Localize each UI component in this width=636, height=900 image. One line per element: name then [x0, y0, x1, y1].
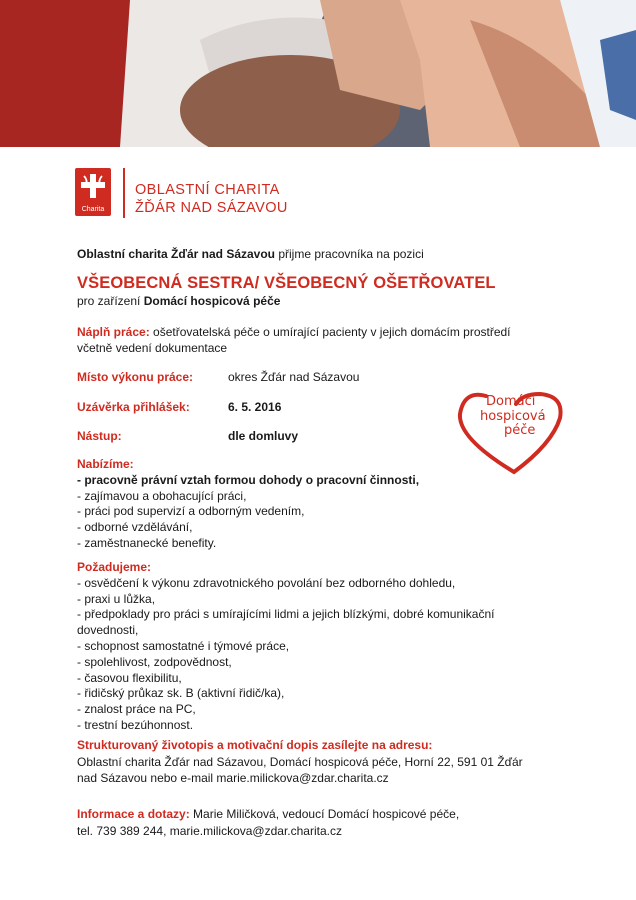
logo-mark-caption: Charita: [81, 206, 105, 213]
nabizime-heading: Nabízíme:: [77, 457, 134, 471]
uzaverka-label: Uzávěrka přihlášek:: [77, 400, 190, 414]
charita-logo: [75, 168, 288, 218]
subtitle-prefix: pro zařízení: [77, 294, 144, 308]
list-item: - zajímavou a obohacující práci,: [77, 488, 247, 503]
napln-text: ošetřovatelská péče o umírající pacienty v jejich domácím prostředí včetně vedení dokumentace: [77, 325, 511, 355]
intro-rest: přijme pracovníka na pozici: [275, 247, 424, 261]
subtitle-facility: Domácí hospicová péče: [143, 294, 281, 308]
hospic-line2: hospicová: [480, 409, 546, 424]
nastup-label: Nástup:: [77, 429, 122, 443]
informace-label: Informace a dotazy:: [77, 807, 190, 821]
nastup-value: dle domluvy: [228, 429, 299, 443]
list-item: - časovou flexibilitu,: [77, 670, 182, 685]
hospic-line1: Domácí: [486, 394, 536, 409]
nabizime-first: - pracovně právní vztah formou dohody o pracovní činnosti,: [77, 472, 420, 487]
list-item: - znalost práce na PC,: [77, 702, 196, 717]
list-item: - předpoklady pro práci s umírajícími lidmi a jejich blízkými, dobré komunikační dovednosti,: [77, 607, 495, 638]
logo-divider: [123, 168, 125, 218]
list-item: - řidičský průkaz sk. B (aktivní řidič/ka),: [77, 686, 285, 701]
misto-row: [77, 370, 360, 384]
header-photo: [0, 0, 636, 147]
list-item: - schopnost samostatné i týmové práce,: [77, 638, 290, 653]
list-item: - práci pod supervizí a odborným vedením,: [77, 504, 305, 519]
hospic-line3: péče: [504, 423, 536, 438]
informace-text2: tel. 739 389 244, marie.milickova@zdar.charita.cz: [77, 823, 342, 838]
job-description: [77, 324, 547, 356]
list-item: - spolehlivost, zodpovědnost,: [77, 654, 232, 669]
intro-org: Oblastní charita Žďár nad Sázavou: [77, 247, 276, 261]
nabizime-section: [77, 457, 547, 552]
list-item: - osvědčení k výkonu zdravotnického povolání bez odborného dohledu,: [77, 575, 456, 590]
zivotopis-text: Oblastní charita Žďár nad Sázavou, Domácí hospicová péče, Horní 22, 591 01 Žďár nad Sázavou nebo e-mail marie.milickova@zdar.charita.cz: [77, 754, 523, 785]
logo-text: [135, 168, 288, 218]
misto-value: okres Žďár nad Sázavou: [228, 370, 360, 384]
misto-label: Místo výkonu práce:: [77, 370, 194, 384]
job-title: VŠEOBECNÁ SESTRA/ VŠEOBECNÝ OŠETŘOVATEL: [77, 274, 496, 292]
napln-label: Náplň práce:: [77, 325, 150, 339]
list-item: - praxi u lůžka,: [77, 591, 156, 606]
list-item: - trestní bezúhonnost.: [77, 717, 194, 732]
list-item: - odborné vzdělávání,: [77, 520, 193, 535]
list-item: - zaměstnanecké benefity.: [77, 535, 217, 550]
intro-line: [77, 247, 424, 261]
pozadujeme-heading: Požadujeme:: [77, 560, 152, 574]
informace-text1: Marie Miličková, vedoucí Domácí hospicové péče,: [189, 807, 460, 821]
uzaverka-value: 6. 5. 2016: [228, 400, 282, 414]
logo-line2: ŽĎÁR NAD SÁZAVOU: [135, 200, 288, 216]
nastup-row: [77, 429, 299, 443]
logo-line1: OBLASTNÍ CHARITA: [135, 182, 280, 198]
zivotopis-section: [77, 737, 557, 787]
charita-cross-icon: [75, 168, 111, 216]
pozadujeme-section: [77, 560, 547, 734]
informace-section: [77, 806, 557, 839]
subtitle: [77, 294, 280, 308]
zivotopis-heading: Strukturovaný životopis a motivační dopis zasílejte na adresu:: [77, 738, 433, 752]
uzaverka-row: [77, 400, 282, 414]
